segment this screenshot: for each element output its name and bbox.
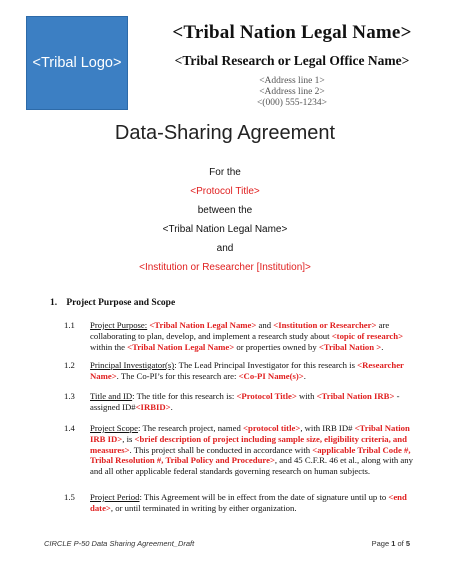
intro-nation-name: <Tribal Nation Legal Name> [162,224,288,235]
tribal-logo-text: <Tribal Logo> [32,55,122,71]
placeholder-text: <Tribal Nation IRB> [316,391,395,401]
placeholder-text: <Tribal Nation Legal Name> [149,320,257,330]
placeholder-text: <Tribal Nation > [318,341,382,352]
phone-number: <(000) 555-1234> [256,98,328,108]
clause-1-4 [64,423,420,477]
header-nation-name: <Tribal Nation Legal Name> [172,22,412,43]
clause-1-2 [64,360,420,382]
clause-number: 1.5 [64,492,75,502]
placeholder-text: <Protocol Title> [236,391,297,401]
document-title: Data-Sharing Agreement [114,122,336,144]
clause-text: -assigned ID# [90,391,400,412]
clause-text: within the [90,341,128,352]
clause-text: : This Agreement will be in effect from the date of signature until up to [139,492,389,502]
clause-text: : The research project, named [138,423,244,433]
placeholder-text: <Researcher Name> [90,360,404,381]
clause-label: Principal Investigator(s) [90,360,175,370]
clause-number: 1.1 [64,320,75,330]
placeholder-text: <Tribal Nation IRB ID> [90,423,410,444]
clause-number: 1.4 [64,423,75,433]
clause-number: 1.3 [64,391,75,401]
clause-text: , is [122,433,135,444]
placeholder-text: <Tribal Nation Legal Name> [127,341,235,352]
intro-and: and [216,243,234,254]
clause-text: , or until terminated in writing by either organization. [110,502,297,513]
clause-1-3 [64,391,420,413]
placeholder-text: <applicable Tribal Code #, Tribal Resolution #, Tribal Policy and Procedure> [90,444,411,466]
clause-text: : The Lead Principal Investigator for this research is [174,360,358,370]
clause-label: Title and ID [90,391,133,401]
intro-protocol-title: <Protocol Title> [190,186,260,197]
clause-label: Project Period [90,492,140,502]
section-heading [50,298,175,308]
clause-text: and [256,320,274,330]
clause-label: Project Purpose: [90,320,148,330]
section-number: 1. [50,298,58,308]
clause-text: are collaborating to plan, develop, and implement a research study about [90,320,390,341]
placeholder-text: <Institution or Researcher> [273,320,377,330]
intro-for-the: For the [209,167,241,178]
clause-text: , and 45 C.F.R. 46 et al., along with any and all other applicable federal standards governing research on human subjects. [90,455,413,477]
clause-text: or properties owned by [234,341,319,352]
clause-label: Project Scope [90,423,139,433]
intro-institution: <Institution or Researcher [Institution]> [139,262,311,273]
page-label: Page [371,539,392,548]
placeholder-text: <Co-PI Name(s)> [238,370,304,381]
clause-text: with [296,391,317,401]
clause-text: . [303,370,306,381]
footer-document-name: CIRCLE P-50 Data Sharing Agreement_Draft [44,539,195,548]
address-line-2: <Address line 2> [259,87,325,97]
clause-text: . This project shall be conducted in accordance with [129,444,313,455]
page-total: 5 [405,539,410,548]
clause-text: . [170,401,173,412]
page-current: 1 [391,539,396,548]
placeholder-text: <topic of research> [331,330,404,341]
header-office-name: <Tribal Research or Legal Office Name> [174,53,410,68]
page-of-label: of [395,539,406,548]
clause-text: . [381,341,384,352]
placeholder-text: <IRBID> [135,401,171,412]
address-line-1: <Address line 1> [259,76,325,86]
placeholder-text: <brief description of project including sample size, eligibility criteria, and measures> [90,433,407,455]
clause-number: 1.2 [64,360,75,370]
clause-text: . The Co-PI’s for this research are: [116,370,239,381]
footer-page-number [372,539,410,548]
placeholder-text: <end date> [90,492,407,513]
clause-text: : The title for this research is: [132,391,237,401]
section-title: Project Purpose and Scope [66,298,176,308]
clause-1-1 [64,320,420,352]
intro-between-the: between the [197,205,253,216]
placeholder-text: <protocol title> [243,423,301,433]
clause-1-5 [64,492,420,514]
clause-text: , with IRB ID# [300,423,355,433]
tribal-logo [26,16,128,110]
